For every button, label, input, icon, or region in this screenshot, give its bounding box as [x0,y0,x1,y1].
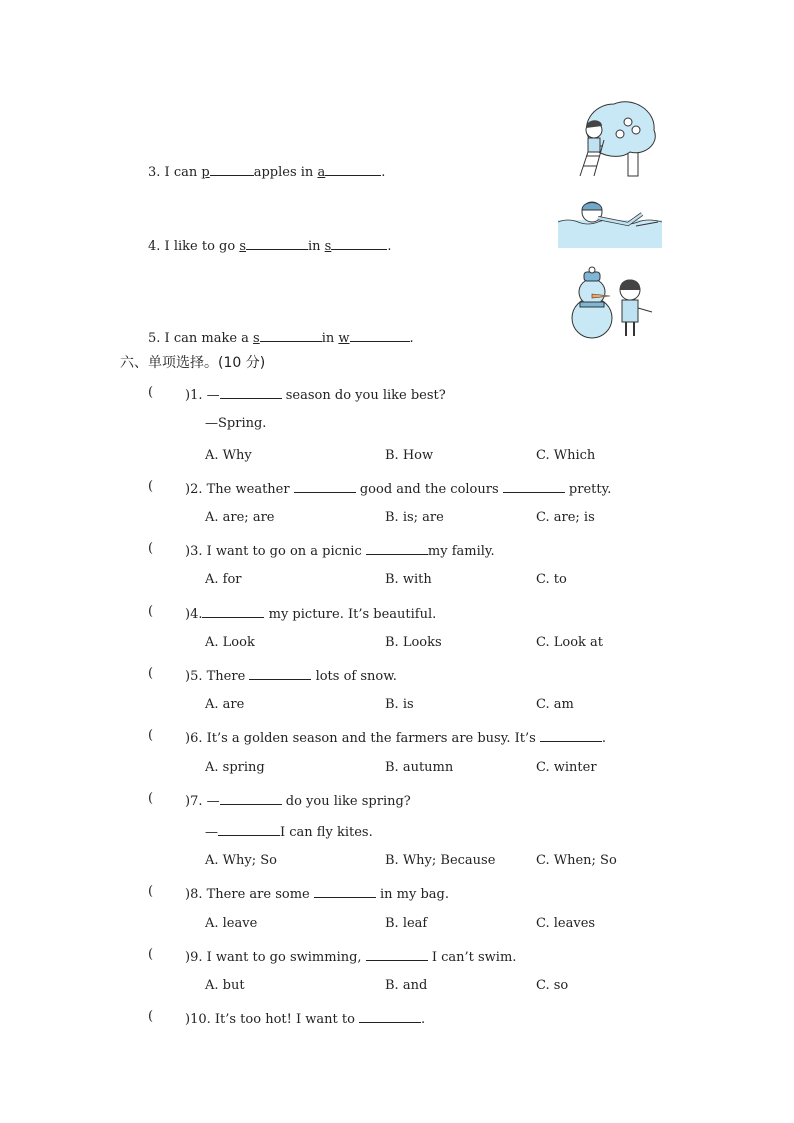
answer-paren[interactable]: ( [148,604,154,619]
option-b[interactable]: B. leaf [385,916,428,931]
answer-blank[interactable] [249,666,311,680]
answer-blank[interactable] [220,385,282,399]
question-2: )2. The weather good and the colours pretty. [185,479,611,498]
option-a[interactable]: A. for [205,572,242,587]
swimming-illustration [558,192,662,248]
option-c[interactable]: C. so [536,978,569,993]
answer-paren[interactable]: ( [148,479,154,494]
option-b[interactable]: B. How [385,448,434,463]
answer-blank[interactable]: s [239,239,308,254]
fill-item-3: 3. I can p apples in a . [148,162,385,181]
fill-item-4: 4. I like to go s in s . [148,236,391,255]
answer-paren[interactable]: ( [148,1009,154,1024]
answer-paren[interactable]: ( [148,884,154,899]
option-b[interactable]: B. is [385,697,414,712]
answer-paren[interactable]: ( [148,791,154,806]
answer-blank[interactable]: a [317,165,381,180]
option-c[interactable]: C. leaves [536,916,596,931]
question-5: )5. There lots of snow. [185,666,397,685]
answer-blank[interactable] [202,604,264,618]
fill-item-5: 5. I can make a s in w . [148,328,414,347]
option-c[interactable]: C. When; So [536,853,617,868]
option-a[interactable]: A. leave [205,916,258,931]
option-c[interactable]: C. winter [536,760,597,775]
answer-blank[interactable] [503,479,565,493]
option-a[interactable]: A. Look [205,635,255,650]
section-title: 六、单项选择。(10 分) [120,355,266,371]
option-b[interactable]: B. Why; Because [385,853,496,868]
option-b[interactable]: B. with [385,572,432,587]
answer-paren[interactable]: ( [148,947,154,962]
option-c[interactable]: C. are; is [536,510,595,525]
snowman-illustration [566,264,660,340]
answer-blank[interactable] [220,791,282,805]
answer-blank[interactable] [218,822,280,836]
answer-blank[interactable]: w [338,331,409,346]
option-a[interactable]: A. but [205,978,245,993]
question-10: )10. It’s too hot! I want to . [185,1009,425,1028]
question-1: )1. — season do you like best? [185,385,446,404]
question-8: )8. There are some in my bag. [185,884,449,903]
option-a[interactable]: A. are; are [205,510,275,525]
question-3: )3. I want to go on a picnic my family. [185,541,495,560]
question-4: )4. my picture. It’s beautiful. [185,604,436,623]
dialogue-answer: —Spring. [205,416,267,431]
answer-paren[interactable]: ( [148,541,154,556]
question-9: )9. I want to go swimming, I can’t swim. [185,947,516,966]
tree-picking-illustration [570,96,662,178]
question-6: )6. It’s a golden season and the farmers are busy. It’s . [185,728,606,747]
option-c[interactable]: C. am [536,697,574,712]
answer-blank[interactable] [314,884,376,898]
answer-paren[interactable]: ( [148,728,154,743]
dialogue-answer: — I can fly kites. [205,822,373,841]
option-a[interactable]: A. spring [205,760,265,775]
question-7: )7. — do you like spring? [185,791,411,810]
option-b[interactable]: B. Looks [385,635,442,650]
answer-blank[interactable] [366,947,428,961]
option-c[interactable]: C. to [536,572,567,587]
answer-blank[interactable]: s [253,331,322,346]
option-b[interactable]: B. and [385,978,428,993]
answer-blank[interactable] [359,1009,421,1023]
option-a[interactable]: A. Why [205,448,252,463]
option-c[interactable]: C. Which [536,448,596,463]
answer-blank[interactable]: s [325,239,388,254]
option-c[interactable]: C. Look at [536,635,604,650]
answer-blank[interactable]: p [201,165,253,180]
option-a[interactable]: A. are [205,697,245,712]
answer-paren[interactable]: ( [148,385,154,400]
option-a[interactable]: A. Why; So [205,853,277,868]
option-b[interactable]: B. autumn [385,760,454,775]
answer-paren[interactable]: ( [148,666,154,681]
answer-blank[interactable] [366,541,428,555]
option-b[interactable]: B. is; are [385,510,444,525]
answer-blank[interactable] [294,479,356,493]
answer-blank[interactable] [540,728,602,742]
